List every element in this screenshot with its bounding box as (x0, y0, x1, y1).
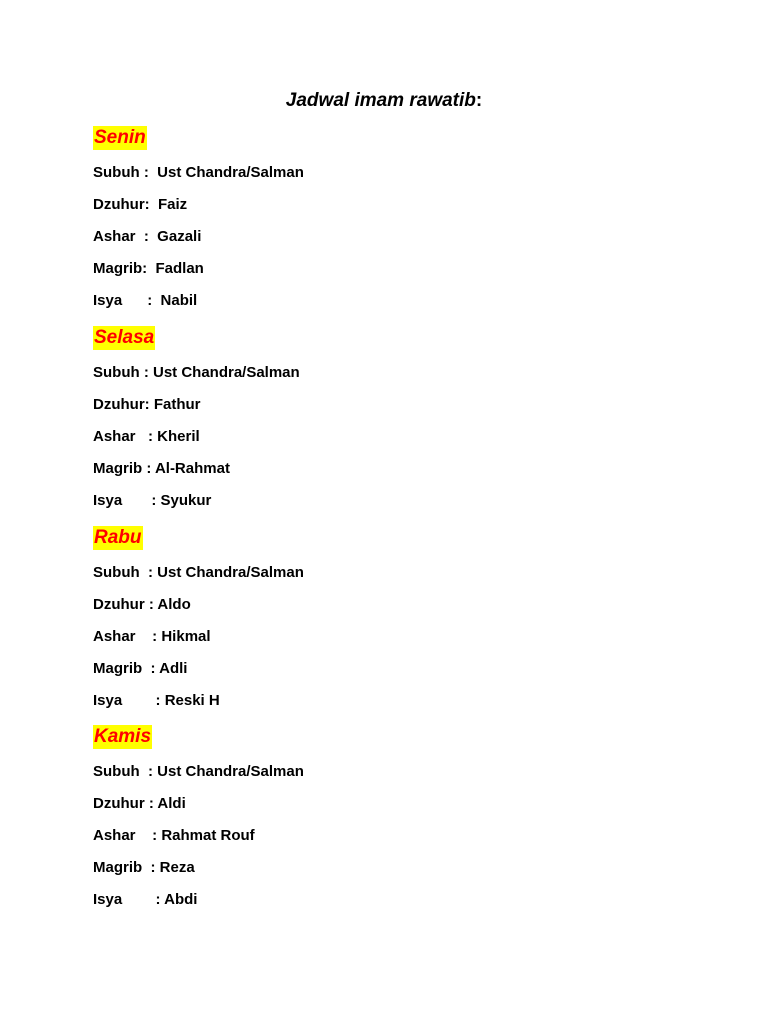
schedule-entry-dzuhur: Dzuhur: Faiz (93, 196, 188, 213)
schedule-entry-ashar: Ashar : Gazali (93, 228, 202, 245)
title-colon: : (475, 90, 483, 111)
schedule-entry-subuh: Subuh : Ust Chandra/Salman (93, 763, 304, 780)
day-heading-rabu: Rabu (94, 527, 142, 548)
schedule-entry-isya: Isya : Abdi (93, 891, 198, 908)
day-section-kamis (93, 725, 304, 909)
schedule-entry-magrib: Magrib: Fadlan (93, 260, 204, 277)
schedule-entry-isya: Isya : Syukur (93, 492, 212, 509)
schedule-entry-dzuhur: Dzuhur : Aldo (93, 596, 191, 613)
day-section-senin (93, 126, 304, 310)
schedule-entry-dzuhur: Dzuhur : Aldi (93, 795, 186, 812)
day-heading-selasa: Selasa (94, 327, 155, 348)
schedule-entry-ashar: Ashar : Hikmal (93, 628, 211, 645)
day-heading-senin: Senin (94, 127, 146, 148)
schedule-entry-magrib: Magrib : Reza (93, 859, 195, 876)
day-section-selasa (93, 326, 300, 510)
schedule-entry-isya: Isya : Reski H (93, 692, 220, 709)
title-text: Jadwal imam rawatib (285, 90, 476, 111)
schedule-entry-magrib: Magrib : Al-Rahmat (93, 460, 230, 477)
schedule-entry-dzuhur: Dzuhur: Fathur (93, 396, 201, 413)
day-section-rabu (93, 526, 304, 710)
schedule-entry-subuh: Subuh : Ust Chandra/Salman (93, 164, 304, 181)
schedule-entry-subuh: Subuh : Ust Chandra/Salman (93, 564, 304, 581)
schedule-entry-ashar: Ashar : Kheril (93, 428, 200, 445)
document-title (0, 89, 768, 113)
schedule-entry-isya: Isya : Nabil (93, 292, 198, 309)
schedule-entry-subuh: Subuh : Ust Chandra/Salman (93, 364, 300, 381)
schedule-entry-magrib: Magrib : Adli (93, 660, 188, 677)
day-heading-kamis: Kamis (94, 726, 152, 747)
schedule-entry-ashar: Ashar : Rahmat Rouf (93, 827, 255, 844)
